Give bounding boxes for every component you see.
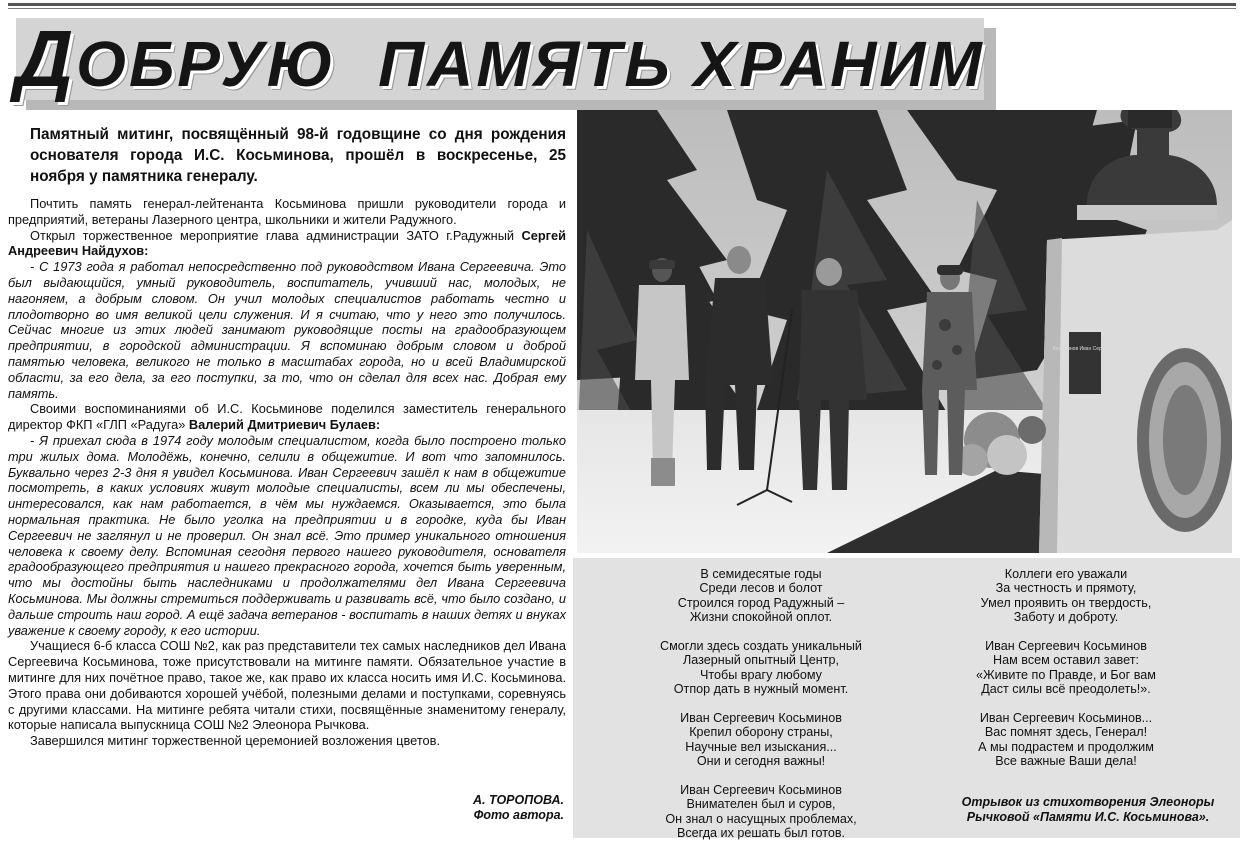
article-paragraph: [8, 401, 566, 433]
poem-stanza: [631, 711, 891, 769]
headline-rest: ОБРУЮ ПАМЯТЬ ХРАНИМ: [76, 28, 985, 100]
poem-column-left: [631, 567, 891, 855]
quote-paragraph: - Я приехал сюда в 1974 году молодым специалистом, когда было построено только три жилых дома. Молодёжь, конечно, селили в общежитие. И вот что запомнилось. Буквально через 2-3 дня я увидел Косьминова. Иван Сергеевич зашёл к нам в общежитие посмотреть, в каких условиях живут молодые специалисты, всем ли мы обеспечены, интересовался, как нам работается, в чём мы нуждаемся. Оказывается, это была нормальная практика. Не было уголка на предприятии и в городке, куда бы Иван Сергеевич не заглянул и не проверил. Он знал всё. Это пример уникального отношения человека к своему делу. Вспоминая сегодня первого нашего руководителя, основателя градообразующего предприятия и нашего прекрасного города, хочется быть уверенным, что мы достойны быть наследниками и продолжателями дел Ивана Сергеевича Косьминова. Мы должны стремиться поддерживать и развивать всё, что было создано, и дальше строить наш город. А ещё задача ветеранов - воспитать в наших детях и внуках уважение к своему городу, к его истории.: [8, 432, 566, 638]
plaque-text: Косьминов Иван Сергеевич: [1052, 346, 1118, 352]
poem-line: Заботу и доброту.: [1013, 610, 1119, 625]
poem-line: Он знал о насущных проблемах,: [665, 811, 857, 826]
poem-line: Иван Сергеевич Косьминов...: [979, 711, 1153, 726]
poem-line: Все важные Ваши дела!: [995, 754, 1137, 769]
poem-line: Научные вел изыскания...: [685, 739, 837, 754]
poem-panel: [573, 558, 1240, 841]
poem-line: Умел проявить он твердость,: [980, 595, 1152, 610]
poem-line: А мы подрастем и продолжим: [978, 739, 1154, 754]
poem-line: Среди лесов и болот: [699, 581, 823, 596]
poem-line: Иван Сергеевич Косьминов: [985, 639, 1147, 654]
poem-line: Внимателен был и суров,: [686, 797, 836, 812]
top-rule-thin: [8, 8, 1236, 9]
top-rule: [8, 3, 1236, 6]
lead-paragraph: Памятный митинг, посвящённый 98-й годовщине со дня рождения основателя города И.С. Косьминова, прошёл в воскресенье, 25 ноября у памятника генералу.: [30, 126, 566, 185]
poem-stanza: [925, 711, 1207, 769]
article-paragraph: Завершился митинг торжественной церемонией возложения цветов.: [30, 733, 441, 749]
poem-line: За честность и прямоту,: [995, 581, 1137, 596]
poem-line: Вас помнят здесь, Генерал!: [984, 725, 1148, 740]
poem-line: Чтобы врагу любому: [700, 667, 822, 682]
poem-line: Жизни спокойной оплот.: [689, 610, 833, 625]
headline-initial: Д: [15, 14, 77, 103]
article-body: [8, 196, 566, 749]
poem-line: «Живите по Правде, и Бог вам: [976, 667, 1156, 682]
poem-line: Отпор дать в нужный момент.: [673, 682, 849, 697]
poem-line: Иван Сергеевич Косьминов: [680, 711, 842, 726]
byline: [473, 793, 564, 823]
article-paragraph: [8, 228, 566, 260]
poem-column-right: [925, 567, 1207, 783]
byline-photo-credit: Фото автора.: [473, 808, 564, 822]
byline-author: А. ТОРОПОВА.: [473, 793, 564, 807]
intro-text: Своими воспоминаниями об И.С. Косьминове поделился заместитель генерального директор ФКП «ГЛП «Радуга»: [8, 401, 566, 433]
poem-line: Строился город Радужный –: [677, 595, 845, 610]
speaker-name: Сергей Андреевич Найдухов:: [8, 227, 566, 259]
quote-paragraph: - С 1973 года я работал непосредственно под руководством Ивана Сергеевича. Это был выдающийся, умный руководитель, воспитатель, учивший нас, молодых, не нагоняем, а добрым словом. Он учил молодых специалистов работать честно и плодотворно во имя великой цели служения. И я считаю, что у него это получилось. Сейчас многие из этих людей занимают руководящие посты на градообразующем предприятии, в городской администрации. Я вспоминаю добрым словом и доброй памятью человека, великого не только в масштабах города, но и всей Владимирской области, за его дела, за его поступки, за то, что он сделал для всех нас. Добрая ему память.: [8, 259, 566, 401]
headline-box: [15, 14, 985, 103]
poem-line: Всегда их решать был готов.: [676, 826, 846, 841]
article-paragraph: Учащиеся 6-б класса СОШ №2, как раз представители тех самых наследников дел Ивана Сергеевича Косьминова, тоже присутствовали на митинге памяти. Обязательное участие в митинге для них почётное право, такое же, как право их класса носить имя И.С. Косьминова. Этого права они добиваются хорошей учёбой, полезными делами и поступками, соревнуясь с другими классами. На митинге ребята читали стихи, посвящённые знаменитому генералу, которые написала выпускница СОШ №2 Элеонора Рычкова.: [8, 638, 566, 733]
poem-line: Лазерный опытный Центр,: [682, 653, 840, 668]
poem-line: Они и сегодня важны!: [696, 754, 826, 769]
poem-line: Смогли здесь создать уникальный: [660, 639, 862, 654]
article-paragraph: Почтить память генерал-лейтенанта Косьминова пришли руководители города и предприятий, ветераны Лазерного центра, школьники и жители Радужного.: [8, 196, 566, 227]
poem-source-line: Рычковой «Памяти И.С. Косьминова».: [966, 810, 1210, 824]
photo-memorial-rally: [577, 110, 1232, 553]
poem-stanza: [631, 567, 891, 625]
poem-line: Нам всем оставил завет:: [993, 653, 1139, 668]
intro-text: Открыл торжественное мероприятие глава администрации ЗАТО г.Радужный: [30, 227, 515, 243]
poem-stanza: [631, 639, 891, 697]
poem-source-line: Отрывок из стихотворения Элеоноры: [961, 795, 1215, 809]
poem-stanza: [925, 567, 1207, 625]
poem-stanza: [631, 783, 891, 841]
poem-line: Крепил оборону страны,: [689, 725, 833, 740]
poem-line: Иван Сергеевич Косьминов: [680, 783, 842, 798]
poem-line: Даст силы всё преодолеть!».: [981, 682, 1151, 697]
poem-line: Коллеги его уважали: [1004, 567, 1128, 581]
headline: [15, 13, 984, 105]
poem-source: [943, 795, 1233, 825]
speaker-name: Валерий Дмитриевич Булаев:: [188, 417, 381, 433]
photo-illustration: [577, 110, 1232, 553]
poem-stanza: [925, 639, 1207, 697]
poem-line: В семидесятые годы: [700, 567, 822, 581]
